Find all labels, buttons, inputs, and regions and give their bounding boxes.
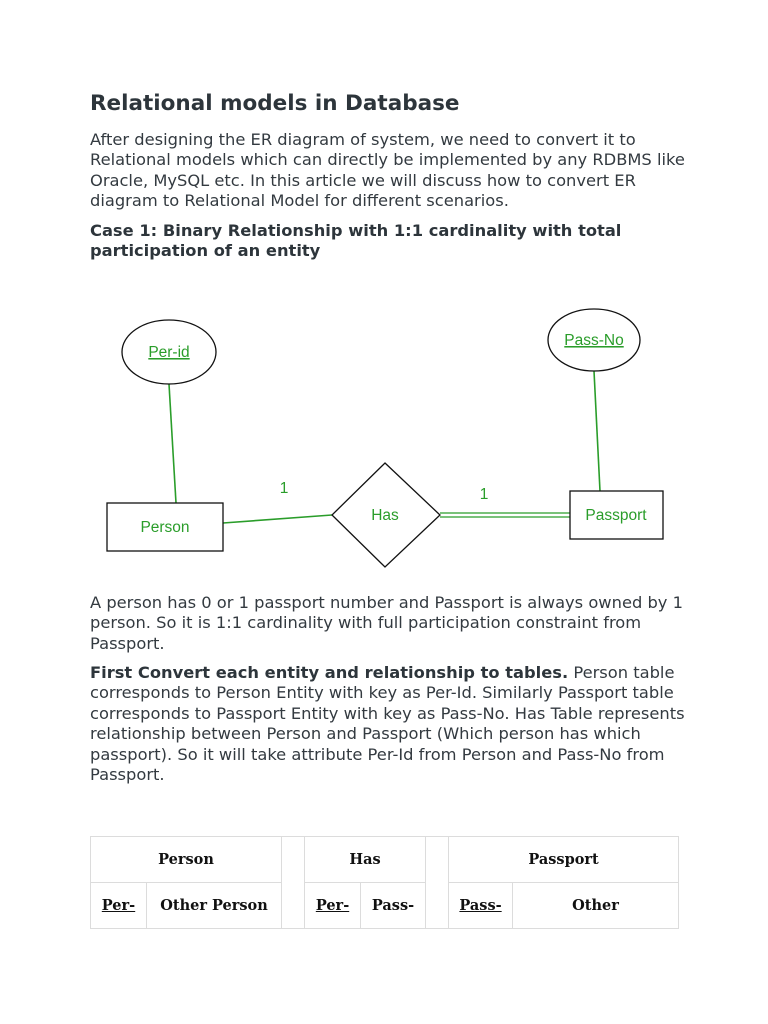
cardinality-left: 1 [279,480,289,497]
er-diagram [0,300,768,580]
passport-other-column: Other [513,883,679,929]
case-1-heading: Case 1: Binary Relationship with 1:1 cardinality with total participation of an entity [90,221,622,261]
line-perid-person [169,384,176,503]
intro-paragraph: After designing the ER diagram of system, we need to convert it to Relational models which can directly be implemented by any RDBMS like Oracle, MySQL etc. In this article we will discuss how to convert ER diagram to Relational Model for different scenarios. [90,130,685,211]
table-column-row [91,883,679,929]
passport-table-title: Passport [449,837,679,883]
passport-key-column: Pass- [449,883,513,929]
line-person-has [223,515,332,523]
person-table-title: Person [91,837,282,883]
conversion-paragraph-bold: First Convert each entity and relationship to tables. [90,663,569,682]
has-perid-column: Per- [305,883,361,929]
table-spacer [282,837,305,929]
conversion-paragraph-text: Person table corresponds to Person Entity with key as Per-Id. Similarly Passport table corresponds to Passport Entity with key as Pass-No. Has Table represents relationship between Person and Passport (Which person has which passport). So it will take attribute Per-Id from Person and Pass-No from Passport. [90,663,685,785]
entity-passport-label: Passport [585,507,647,524]
relational-tables [90,836,679,929]
table-header-row [91,837,679,883]
cardinality-right: 1 [479,486,489,503]
has-table-title: Has [305,837,426,883]
relationship-has-label: Has [371,507,399,524]
attribute-pass-no-label: Pass-No [564,332,624,349]
person-other-column: Other Person [147,883,282,929]
has-passno-column: Pass- [361,883,426,929]
page-title: Relational models in Database [90,91,460,116]
conversion-paragraph [90,663,690,785]
entity-person-label: Person [140,519,190,536]
line-passno-passport [594,371,600,491]
table-spacer [426,837,449,929]
person-key-column: Per- [91,883,147,929]
attribute-per-id-label: Per-id [148,344,190,361]
cardinality-paragraph: A person has 0 or 1 passport number and Passport is always owned by 1 person. So it is 1:1 cardinality with full participation constraint from Passport. [90,593,683,653]
